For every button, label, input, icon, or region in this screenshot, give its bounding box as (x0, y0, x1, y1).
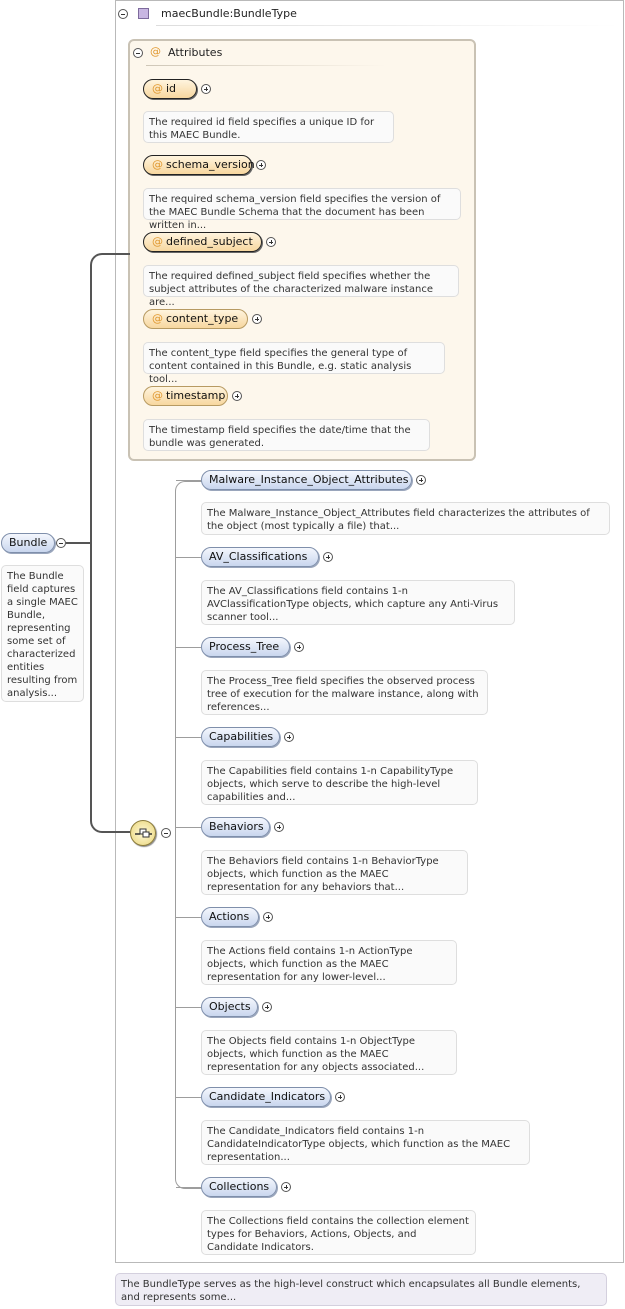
attribute-icon: @ (152, 158, 163, 171)
attributes-title-underline (146, 65, 386, 66)
attribute-expand-toggle[interactable] (266, 237, 276, 247)
element-process-tree[interactable]: Process_Tree (201, 637, 290, 657)
element-actions[interactable]: Actions (201, 907, 259, 927)
element-collections[interactable]: Collections (201, 1177, 277, 1197)
element-doc-text: The Collections field contains the collection element types for Behaviors, Actions, Objects, and Candidate Indicators. (207, 1216, 469, 1253)
element-doc-text: The Malware_Instance_Object_Attributes field characterizes the attributes of the object (most typically a file) that... (207, 508, 590, 532)
element-documentation (201, 1120, 530, 1165)
attribute-expand-toggle[interactable] (252, 314, 262, 324)
attribute-name: timestamp (166, 389, 226, 402)
element-expand-toggle[interactable] (335, 1092, 345, 1102)
element-expand-toggle[interactable] (262, 1002, 272, 1012)
bundle-connector (66, 542, 91, 544)
element-doc-text: The AV_Classifications field contains 1-n AVClassificationType objects, which capture any Anti-Virus scanner tool... (207, 586, 499, 623)
element-documentation (201, 502, 610, 535)
type-documentation (115, 1273, 607, 1306)
attributes-collapse-toggle[interactable] (133, 48, 143, 58)
element-doc-text: The Capabilities field contains 1-n CapabilityType objects, which serve to describe the high-level capabilities and... (207, 766, 454, 803)
type-title-underline (156, 25, 620, 26)
attribute-icon: @ (152, 312, 163, 325)
element-documentation (201, 580, 515, 625)
element-behaviors[interactable]: Behaviors (201, 817, 270, 837)
type-title: maecBundle:BundleType (161, 7, 297, 20)
attribute-doc-text: The required defined_subject field specifies whether the subject attributes of the characterized malware instance are... (149, 271, 433, 308)
type-collapse-toggle[interactable] (118, 9, 128, 19)
complex-type-icon (138, 8, 149, 19)
element-documentation (201, 760, 478, 805)
element-connector (176, 1187, 201, 1188)
element-documentation (201, 1030, 457, 1075)
attribute-documentation (143, 419, 430, 451)
attribute-content-type[interactable] (143, 309, 248, 329)
element-documentation (201, 850, 468, 895)
element-capabilities[interactable]: Capabilities (201, 727, 280, 747)
attribute-icon: @ (152, 389, 163, 402)
attribute-icon: @ (152, 235, 163, 248)
element-expand-toggle[interactable] (284, 732, 294, 742)
element-doc-text: The Candidate_Indicators field contains 1-n CandidateIndicatorType objects, which function as the MAEC representation... (207, 1126, 511, 1163)
attribute-group-icon: @ (150, 45, 161, 58)
attribute-expand-toggle[interactable] (201, 84, 211, 94)
element-doc-text: The Actions field contains 1-n ActionType objects, which function as the MAEC representation for any lower-level... (207, 946, 413, 983)
element-objects[interactable]: Objects (201, 997, 258, 1017)
attribute-expand-toggle[interactable] (232, 391, 242, 401)
bundle-collapse-toggle[interactable] (56, 538, 66, 548)
attribute-documentation (143, 111, 394, 143)
bundle-element[interactable]: Bundle (1, 533, 55, 553)
attribute-name: id (166, 82, 177, 95)
bundle-doc-text: The Bundle field captures a single MAEC Bundle, representing some set of characterized entities resulting from analysis... (7, 571, 78, 699)
element-expand-toggle[interactable] (294, 642, 304, 652)
element-doc-text: The Process_Tree field specifies the observed process tree of execution for the malware instance, along with references... (207, 676, 479, 713)
attribute-name: schema_version (166, 158, 255, 171)
attribute-documentation (143, 342, 445, 385)
element-av-classifications[interactable]: AV_Classifications (201, 547, 319, 567)
element-connector (176, 1007, 201, 1008)
element-expand-toggle[interactable] (274, 822, 284, 832)
element-documentation (201, 670, 488, 715)
bundle-documentation (1, 565, 84, 702)
element-connector (176, 827, 201, 828)
attribute-doc-text: The timestamp field specifies the date/time that the bundle was generated. (149, 425, 411, 449)
element-expand-toggle[interactable] (323, 552, 333, 562)
element-expand-toggle[interactable] (416, 475, 426, 485)
attribute-documentation (143, 188, 461, 231)
attribute-defined-subject[interactable] (143, 232, 262, 252)
attribute-name: content_type (166, 312, 239, 325)
bundle-branch (90, 253, 130, 833)
attribute-doc-text: The required schema_version field specifies the version of the MAEC Bundle Schema that the document has been written in... (149, 194, 441, 231)
attribute-documentation (143, 265, 459, 308)
element-connector (176, 480, 201, 481)
element-candidate-indicators[interactable]: Candidate_Indicators (201, 1087, 331, 1107)
element-connector (176, 737, 201, 738)
sequence-compositor-icon[interactable] (130, 820, 156, 846)
attribute-id[interactable] (143, 79, 197, 99)
element-connector (176, 917, 201, 918)
element-connector (176, 1097, 201, 1098)
element-expand-toggle[interactable] (263, 912, 273, 922)
element-doc-text: The Behaviors field contains 1-n BehaviorType objects, which function as the MAEC representation for any behaviors that... (207, 856, 439, 893)
attribute-expand-toggle[interactable] (256, 160, 266, 170)
element-connector (176, 647, 201, 648)
attribute-doc-text: The required id field specifies a unique ID for this MAEC Bundle. (149, 117, 375, 141)
element-connector (176, 557, 201, 558)
element-expand-toggle[interactable] (281, 1182, 291, 1192)
element-documentation (201, 1210, 476, 1255)
element-malware-instance-object-attributes[interactable]: Malware_Instance_Object_Attributes (201, 470, 412, 490)
element-documentation (201, 940, 457, 985)
attribute-doc-text: The content_type field specifies the general type of content contained in this Bundle, e.g. static analysis tool... (149, 348, 412, 385)
attributes-title: Attributes (168, 46, 223, 59)
attribute-timestamp[interactable] (143, 386, 228, 406)
attribute-schema-version[interactable] (143, 155, 255, 175)
attribute-name: defined_subject (166, 235, 253, 248)
attribute-icon: @ (152, 82, 163, 95)
sequence-collapse-toggle[interactable] (161, 828, 171, 838)
element-doc-text: The Objects field contains 1-n ObjectType objects, which function as the MAEC representation for any objects associated... (207, 1036, 425, 1073)
type-doc-text: The BundleType serves as the high-level construct which encapsulates all Bundle elements, and represents some... (121, 1279, 581, 1303)
